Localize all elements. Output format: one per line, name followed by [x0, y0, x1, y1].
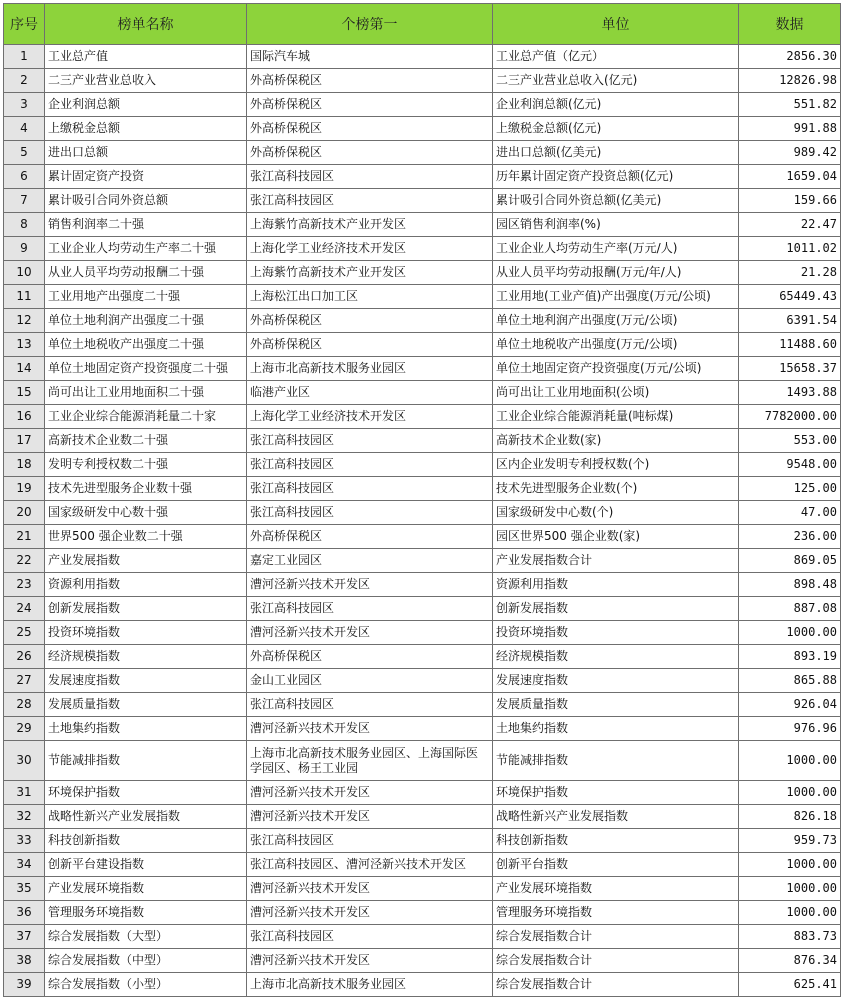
row-unit: 园区世界500 强企业数(家): [493, 525, 739, 549]
row-index: 11: [4, 285, 45, 309]
row-value: 553.00: [739, 429, 841, 453]
table-row: [4, 853, 841, 877]
row-value: 6391.54: [739, 309, 841, 333]
table-row: [4, 781, 841, 805]
row-value: 7782000.00: [739, 405, 841, 429]
row-unit: 单位土地固定资产投资强度(万元/公顷): [493, 357, 739, 381]
row-index: 34: [4, 853, 45, 877]
table-row: [4, 45, 841, 69]
row-value: 989.42: [739, 141, 841, 165]
row-top-entry: 张江高科技园区、漕河泾新兴技术开发区: [247, 853, 493, 877]
row-unit: 工业用地(工业产值)产出强度(万元/公顷): [493, 285, 739, 309]
row-top-entry: 外高桥保税区: [247, 645, 493, 669]
row-value: 12826.98: [739, 69, 841, 93]
row-list-name: 工业用地产出强度二十强: [45, 285, 247, 309]
table-row: [4, 309, 841, 333]
row-index: 5: [4, 141, 45, 165]
row-index: 1: [4, 45, 45, 69]
row-unit: 科技创新指数: [493, 829, 739, 853]
table-row: [4, 261, 841, 285]
row-list-name: 土地集约指数: [45, 717, 247, 741]
row-top-entry: 国际汽车城: [247, 45, 493, 69]
row-top-entry: 金山工业园区: [247, 669, 493, 693]
row-unit: 节能减排指数: [493, 741, 739, 781]
row-index: 14: [4, 357, 45, 381]
row-index: 39: [4, 973, 45, 997]
row-unit: 区内企业发明专利授权数(个): [493, 453, 739, 477]
row-top-entry: 外高桥保税区: [247, 69, 493, 93]
row-unit: 综合发展指数合计: [493, 949, 739, 973]
row-unit: 进出口总额(亿美元): [493, 141, 739, 165]
row-top-entry: 张江高科技园区: [247, 925, 493, 949]
row-list-name: 产业发展指数: [45, 549, 247, 573]
row-index: 36: [4, 901, 45, 925]
row-unit: 产业发展指数合计: [493, 549, 739, 573]
row-value: 1000.00: [739, 853, 841, 877]
row-list-name: 投资环境指数: [45, 621, 247, 645]
row-unit: 累计吸引合同外资总额(亿美元): [493, 189, 739, 213]
row-value: 625.41: [739, 973, 841, 997]
row-unit: 经济规模指数: [493, 645, 739, 669]
row-list-name: 综合发展指数（大型）: [45, 925, 247, 949]
row-unit: 单位土地利润产出强度(万元/公顷): [493, 309, 739, 333]
row-value: 991.88: [739, 117, 841, 141]
row-list-name: 累计固定资产投资: [45, 165, 247, 189]
row-list-name: 战略性新兴产业发展指数: [45, 805, 247, 829]
row-top-entry: 张江高科技园区: [247, 477, 493, 501]
row-top-entry: 张江高科技园区: [247, 429, 493, 453]
row-top-entry: 外高桥保税区: [247, 525, 493, 549]
row-index: 6: [4, 165, 45, 189]
row-index: 25: [4, 621, 45, 645]
row-list-name: 尚可出让工业用地面积二十强: [45, 381, 247, 405]
header-value: 数据: [739, 4, 841, 45]
row-index: 30: [4, 741, 45, 781]
row-list-name: 单位土地利润产出强度二十强: [45, 309, 247, 333]
header-index: 序号: [4, 4, 45, 45]
row-top-entry: 临港产业区: [247, 381, 493, 405]
row-unit: 工业企业人均劳动生产率(万元/人): [493, 237, 739, 261]
row-unit: 上缴税金总额(亿元): [493, 117, 739, 141]
table-row: [4, 213, 841, 237]
header-list-name: 榜单名称: [45, 4, 247, 45]
row-index: 35: [4, 877, 45, 901]
table-row: [4, 141, 841, 165]
row-unit: 单位土地税收产出强度(万元/公顷): [493, 333, 739, 357]
row-top-entry: 嘉定工业园区: [247, 549, 493, 573]
table-row: [4, 901, 841, 925]
table-row: [4, 381, 841, 405]
table-row: [4, 877, 841, 901]
row-top-entry: 张江高科技园区: [247, 501, 493, 525]
row-top-entry: 张江高科技园区: [247, 165, 493, 189]
row-value: 826.18: [739, 805, 841, 829]
row-list-name: 环境保护指数: [45, 781, 247, 805]
row-unit: 产业发展环境指数: [493, 877, 739, 901]
row-list-name: 世界500 强企业数二十强: [45, 525, 247, 549]
table-row: [4, 693, 841, 717]
row-index: 3: [4, 93, 45, 117]
row-index: 4: [4, 117, 45, 141]
row-index: 21: [4, 525, 45, 549]
row-index: 17: [4, 429, 45, 453]
row-value: 236.00: [739, 525, 841, 549]
table-row: [4, 357, 841, 381]
row-index: 22: [4, 549, 45, 573]
row-top-entry: 外高桥保税区: [247, 93, 493, 117]
table-row: [4, 741, 841, 781]
row-index: 33: [4, 829, 45, 853]
row-top-entry: 漕河泾新兴技术开发区: [247, 573, 493, 597]
table-row: [4, 237, 841, 261]
row-value: 21.28: [739, 261, 841, 285]
row-index: 27: [4, 669, 45, 693]
table-row: [4, 69, 841, 93]
row-list-name: 进出口总额: [45, 141, 247, 165]
row-index: 26: [4, 645, 45, 669]
row-top-entry: 张江高科技园区: [247, 189, 493, 213]
row-top-entry: 外高桥保税区: [247, 333, 493, 357]
row-unit: 土地集约指数: [493, 717, 739, 741]
table-row: [4, 645, 841, 669]
row-top-entry: 漕河泾新兴技术开发区: [247, 949, 493, 973]
row-top-entry: 漕河泾新兴技术开发区: [247, 781, 493, 805]
row-value: 865.88: [739, 669, 841, 693]
table-row: [4, 189, 841, 213]
row-index: 2: [4, 69, 45, 93]
row-top-entry: 上海紫竹高新技术产业开发区: [247, 261, 493, 285]
row-unit: 环境保护指数: [493, 781, 739, 805]
row-value: 125.00: [739, 477, 841, 501]
ranking-table: [3, 3, 841, 997]
row-list-name: 国家级研发中心数十强: [45, 501, 247, 525]
table-row: [4, 453, 841, 477]
row-top-entry: 漕河泾新兴技术开发区: [247, 805, 493, 829]
row-value: 15658.37: [739, 357, 841, 381]
table-row: [4, 829, 841, 853]
table-row: [4, 925, 841, 949]
row-value: 11488.60: [739, 333, 841, 357]
row-list-name: 二三产业营业总收入: [45, 69, 247, 93]
row-value: 9548.00: [739, 453, 841, 477]
row-unit: 二三产业营业总收入(亿元): [493, 69, 739, 93]
row-list-name: 高新技术企业数二十强: [45, 429, 247, 453]
row-list-name: 单位土地固定资产投资强度二十强: [45, 357, 247, 381]
row-top-entry: 漕河泾新兴技术开发区: [247, 717, 493, 741]
row-unit: 创新平台指数: [493, 853, 739, 877]
row-value: 976.96: [739, 717, 841, 741]
header-row: [4, 4, 841, 45]
row-value: 1000.00: [739, 741, 841, 781]
row-value: 1011.02: [739, 237, 841, 261]
row-unit: 历年累计固定资产投资总额(亿元): [493, 165, 739, 189]
row-unit: 资源利用指数: [493, 573, 739, 597]
row-value: 883.73: [739, 925, 841, 949]
row-list-name: 节能减排指数: [45, 741, 247, 781]
row-list-name: 累计吸引合同外资总额: [45, 189, 247, 213]
row-list-name: 销售利润率二十强: [45, 213, 247, 237]
row-unit: 发展质量指数: [493, 693, 739, 717]
row-value: 1000.00: [739, 901, 841, 925]
row-top-entry: 外高桥保税区: [247, 309, 493, 333]
row-list-name: 上缴税金总额: [45, 117, 247, 141]
row-list-name: 企业利润总额: [45, 93, 247, 117]
header-unit: 单位: [493, 4, 739, 45]
row-value: 893.19: [739, 645, 841, 669]
row-list-name: 单位土地税收产出强度二十强: [45, 333, 247, 357]
row-value: 22.47: [739, 213, 841, 237]
row-unit: 高新技术企业数(家): [493, 429, 739, 453]
row-list-name: 创新平台建设指数: [45, 853, 247, 877]
row-top-entry: 张江高科技园区: [247, 453, 493, 477]
table-row: [4, 501, 841, 525]
header-top-entry: 个榜第一: [247, 4, 493, 45]
row-value: 1000.00: [739, 781, 841, 805]
row-index: 37: [4, 925, 45, 949]
table-row: [4, 405, 841, 429]
table-row: [4, 573, 841, 597]
row-index: 23: [4, 573, 45, 597]
row-top-entry: 外高桥保税区: [247, 117, 493, 141]
row-index: 28: [4, 693, 45, 717]
table-row: [4, 333, 841, 357]
row-list-name: 工业企业综合能源消耗量二十家: [45, 405, 247, 429]
table-row: [4, 477, 841, 501]
row-index: 10: [4, 261, 45, 285]
row-value: 551.82: [739, 93, 841, 117]
row-unit: 尚可出让工业用地面积(公顷): [493, 381, 739, 405]
table-row: [4, 597, 841, 621]
row-index: 24: [4, 597, 45, 621]
row-list-name: 资源利用指数: [45, 573, 247, 597]
table-row: [4, 805, 841, 829]
row-unit: 综合发展指数合计: [493, 973, 739, 997]
table-row: [4, 165, 841, 189]
row-index: 9: [4, 237, 45, 261]
row-list-name: 工业企业人均劳动生产率二十强: [45, 237, 247, 261]
row-index: 29: [4, 717, 45, 741]
row-value: 159.66: [739, 189, 841, 213]
row-unit: 企业利润总额(亿元): [493, 93, 739, 117]
table-row: [4, 949, 841, 973]
row-index: 19: [4, 477, 45, 501]
row-top-entry: 张江高科技园区: [247, 829, 493, 853]
row-index: 8: [4, 213, 45, 237]
row-value: 1493.88: [739, 381, 841, 405]
row-unit: 国家级研发中心数(个): [493, 501, 739, 525]
row-index: 31: [4, 781, 45, 805]
row-value: 898.48: [739, 573, 841, 597]
row-value: 2856.30: [739, 45, 841, 69]
table-row: [4, 973, 841, 997]
table-row: [4, 525, 841, 549]
table-row: [4, 429, 841, 453]
row-top-entry: 漕河泾新兴技术开发区: [247, 877, 493, 901]
row-index: 12: [4, 309, 45, 333]
row-list-name: 工业总产值: [45, 45, 247, 69]
row-value: 869.05: [739, 549, 841, 573]
row-unit: 园区销售利润率(%): [493, 213, 739, 237]
row-list-name: 创新发展指数: [45, 597, 247, 621]
row-index: 38: [4, 949, 45, 973]
row-list-name: 管理服务环境指数: [45, 901, 247, 925]
row-unit: 创新发展指数: [493, 597, 739, 621]
row-list-name: 综合发展指数（小型）: [45, 973, 247, 997]
row-index: 15: [4, 381, 45, 405]
table-row: [4, 717, 841, 741]
row-list-name: 科技创新指数: [45, 829, 247, 853]
row-list-name: 综合发展指数（中型）: [45, 949, 247, 973]
row-list-name: 发展速度指数: [45, 669, 247, 693]
row-top-entry: 上海化学工业经济技术开发区: [247, 237, 493, 261]
row-top-entry: 漕河泾新兴技术开发区: [247, 621, 493, 645]
row-unit: 从业人员平均劳动报酬(万元/年/人): [493, 261, 739, 285]
table-row: [4, 669, 841, 693]
row-top-entry: 张江高科技园区: [247, 597, 493, 621]
row-list-name: 技术先进型服务企业数十强: [45, 477, 247, 501]
row-unit: 管理服务环境指数: [493, 901, 739, 925]
table-row: [4, 285, 841, 309]
row-index: 13: [4, 333, 45, 357]
row-unit: 战略性新兴产业发展指数: [493, 805, 739, 829]
row-value: 47.00: [739, 501, 841, 525]
row-index: 32: [4, 805, 45, 829]
row-unit: 工业企业综合能源消耗量(吨标煤): [493, 405, 739, 429]
row-index: 18: [4, 453, 45, 477]
row-value: 887.08: [739, 597, 841, 621]
row-value: 959.73: [739, 829, 841, 853]
row-unit: 工业总产值（亿元）: [493, 45, 739, 69]
row-index: 20: [4, 501, 45, 525]
row-value: 1000.00: [739, 621, 841, 645]
row-top-entry: 上海市北高新技术服务业园区: [247, 357, 493, 381]
row-top-entry: 漕河泾新兴技术开发区: [247, 901, 493, 925]
table-row: [4, 93, 841, 117]
row-top-entry: 上海化学工业经济技术开发区: [247, 405, 493, 429]
row-value: 926.04: [739, 693, 841, 717]
row-list-name: 发展质量指数: [45, 693, 247, 717]
table-row: [4, 117, 841, 141]
row-top-entry: 上海紫竹高新技术产业开发区: [247, 213, 493, 237]
row-unit: 发展速度指数: [493, 669, 739, 693]
row-value: 1659.04: [739, 165, 841, 189]
row-list-name: 产业发展环境指数: [45, 877, 247, 901]
table-row: [4, 621, 841, 645]
row-value: 876.34: [739, 949, 841, 973]
row-list-name: 经济规模指数: [45, 645, 247, 669]
row-value: 65449.43: [739, 285, 841, 309]
row-unit: 技术先进型服务企业数(个): [493, 477, 739, 501]
table-row: [4, 549, 841, 573]
row-list-name: 发明专利授权数二十强: [45, 453, 247, 477]
row-top-entry: 上海市北高新技术服务业园区: [247, 973, 493, 997]
row-top-entry: 外高桥保税区: [247, 141, 493, 165]
row-unit: 综合发展指数合计: [493, 925, 739, 949]
table-body: [4, 45, 841, 997]
row-unit: 投资环境指数: [493, 621, 739, 645]
row-list-name: 从业人员平均劳动报酬二十强: [45, 261, 247, 285]
row-index: 7: [4, 189, 45, 213]
row-top-entry: 上海市北高新技术服务业园区、上海国际医学园区、杨王工业园: [247, 741, 493, 781]
row-top-entry: 上海松江出口加工区: [247, 285, 493, 309]
row-index: 16: [4, 405, 45, 429]
row-value: 1000.00: [739, 877, 841, 901]
row-top-entry: 张江高科技园区: [247, 693, 493, 717]
